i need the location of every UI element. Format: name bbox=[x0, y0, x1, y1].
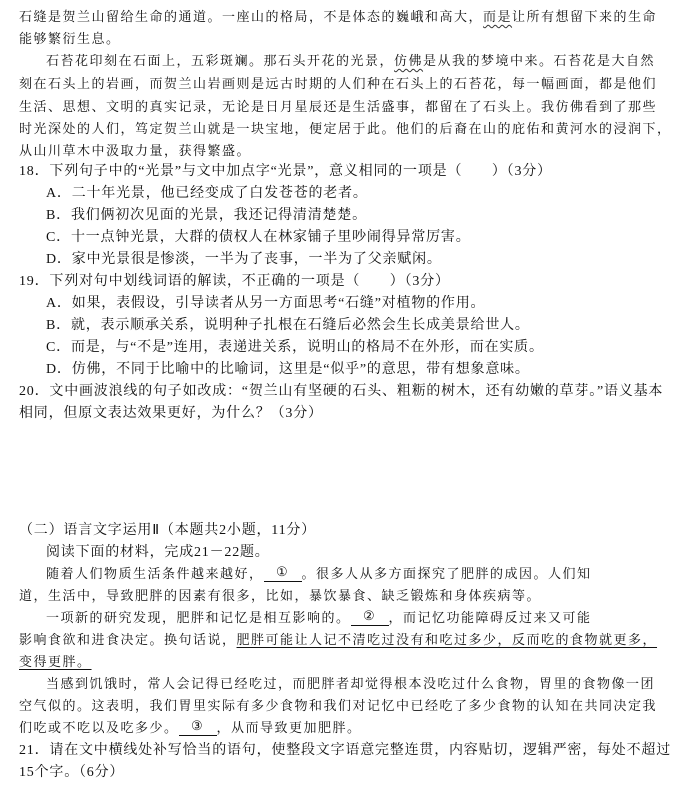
question-19-option-b: B．就，表示顺承关系，说明种子扎根在石缝后必然会生长成美景给世人。 bbox=[46, 318, 530, 333]
passage-line: 能够繁衍生息。 bbox=[19, 32, 121, 47]
section-instruction: 阅读下面的材料，完成21－22题。 bbox=[46, 545, 270, 560]
question-18-option-b: B．我们俩初次见面的光景，我还记得清清楚楚。 bbox=[46, 208, 367, 223]
material-line: 道，生活中，导致肥胖的因素有很多，比如，暴饮暴食、缺乏锻炼和身体疾病等。 bbox=[19, 589, 542, 604]
passage-line: 从山川草木中汲取力量，获得繁盛。 bbox=[19, 144, 252, 159]
material-line: 当感到饥饿时，常人会记得已经吃过，而肥胖者却觉得根本没吃过什么食物，胃里的食物像一团 bbox=[46, 677, 656, 692]
question-20-stem-line: 20．文中画波浪线的句子如改成：“贺兰山有坚硬的石头、粗粝的树木，还有幼嫩的草芽。”语义基本 bbox=[19, 384, 664, 399]
passage-line: 刻在石头上的岩画，而贺兰山岩画则是远古时期的人们种在石头上的石苔花，每一幅画面，都是他们 bbox=[19, 77, 658, 92]
question-18-option-a: A．二十年光景，他已经变成了白发苍苍的老者。 bbox=[46, 186, 368, 201]
underlined-sentence: 肥胖可能让人记不清吃过没有和吃过多少，反而吃的食物就更多， bbox=[236, 633, 658, 648]
passage-line: 时光深处的人们，笃定贺兰山就是一块宝地，便定居于此。他们的后裔在山的庇佑和黄河水的浸润下， bbox=[19, 122, 672, 137]
underlined-sentence: 变得更胖。 bbox=[19, 655, 92, 670]
passage-line: 石苔花印刻在石面上，五彩斑斓。那石头开花的光景，仿佛是从我的梦境中来。石苔花是大自然 bbox=[46, 54, 656, 69]
material-line: 们吃或不吃以及吃多少。 ③ ，从而导致更加肥胖。 bbox=[19, 719, 362, 736]
material-line: 空气似的。这表明，我们胃里实际有多少食物和我们对记忆中已经吃了多少食物的认知在共同决定我 bbox=[19, 699, 658, 714]
material-line bbox=[19, 651, 92, 670]
answer-blank-1[interactable]: ① bbox=[264, 565, 302, 582]
question-21-stem-line: 21．请在文中横线处补写恰当的语句，使整段文字语意完整连贯，内容贴切，逻辑严密，每处不超过 bbox=[19, 743, 671, 758]
section-heading: （二）语言文字运用Ⅱ（本题共2小题，11分） bbox=[19, 523, 316, 538]
question-18-option-c: C．十一点钟光景，大群的债权人在林家铺子里吵闹得异常厉害。 bbox=[46, 230, 471, 245]
wavy-underlined-word: 仿佛 bbox=[394, 54, 424, 69]
question-19-option-c: C．而是，与“不是”连用，表递进关系，说明山的格局不在外形，而在实质。 bbox=[46, 340, 544, 355]
answer-blank-2[interactable]: ② bbox=[351, 609, 389, 626]
wavy-underlined-word: 而是 bbox=[483, 10, 513, 25]
question-21-stem-line: 15个字。（6分） bbox=[19, 765, 125, 780]
question-19-option-d: D．仿佛，不同于比喻中的比喻词，这里是“似乎”的意思，带有想象意味。 bbox=[46, 362, 530, 377]
passage-line: 石缝是贺兰山留给生命的通道。一座山的格局，不是体态的巍峨和高大，而是让所有想留下来的生命 bbox=[19, 10, 658, 25]
material-line: 影响食欲和进食决定。换句话说，肥胖可能让人记不清吃过没有和吃过多少，反而吃的食物就更多， bbox=[19, 633, 658, 648]
question-19-stem: 19．下列对句中划线词语的解读，不正确的一项是（ ）（3分） bbox=[19, 274, 450, 289]
material-line: 随着人们物质生活条件越来越好， ① 。很多人从多方面探究了肥胖的成因。人们知 bbox=[46, 565, 592, 582]
question-20-stem-line: 相同，但原文表达效果更好，为什么？（3分） bbox=[19, 406, 323, 421]
passage-line: 生活、思想、文明的真实记录，无论是日月星辰还是生活盛事，都留在了石头上。我仿佛看到了那些 bbox=[19, 100, 658, 115]
material-line: 一项新的研究发现，肥胖和记忆是相互影响的。 ② ，而记忆功能障碍反过来又可能 bbox=[46, 609, 592, 626]
question-18-option-d: D．家中光景很是惨淡，一半为了丧事，一半为了父亲赋闲。 bbox=[46, 252, 442, 267]
question-19-option-a: A．如果，表假设，引导读者从另一方面思考“石缝”对植物的作用。 bbox=[46, 296, 486, 311]
answer-blank-3[interactable]: ③ bbox=[179, 719, 217, 736]
question-18-stem: 18．下列句子中的“光景”与文中加点字“光景”，意义相同的一项是（ ）（3分） bbox=[19, 164, 552, 179]
